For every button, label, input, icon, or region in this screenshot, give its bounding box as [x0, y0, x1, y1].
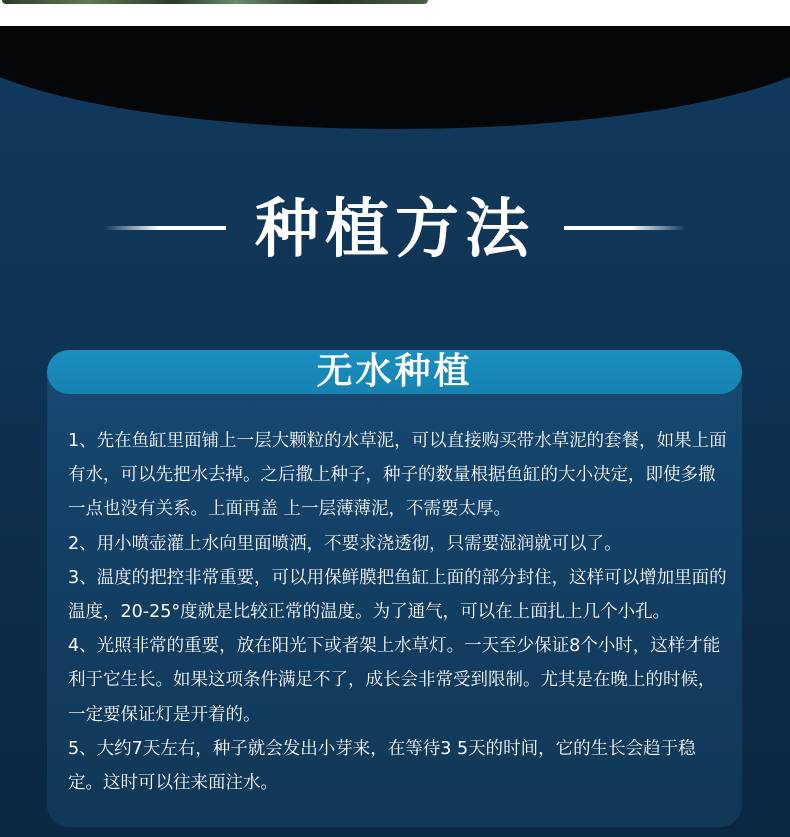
step-item: 5、大约7天左右，种子就会发出小芽来，在等待3 5天的时间，它的生长会趋于稳定。这时可以往来面注水。: [68, 738, 696, 794]
card-header: [47, 350, 742, 394]
step-item: 4、光照非常的重要，放在阳光下或者架上水草灯。一天至少保证8个小时，这样才能利于它生长。如果这项条件满足不了，成长会非常受到限制。尤其是在晚上的时候，一定要保证灯是开着的。: [68, 636, 721, 725]
method-card: [47, 350, 742, 827]
section-heading: [0, 190, 790, 270]
card-steps: [68, 424, 728, 800]
top-strip: [0, 0, 790, 26]
step-item: 1、先在鱼缸里面铺上一层大颗粒的水草泥，可以直接购买带水草泥的套餐，如果上面有水，可以先把水去掉。之后撒上种子，种子的数量根据鱼缸的大小决定，即使多撒一点也没有关系。上面再盖 上一层薄薄泥，不需要太厚。: [68, 431, 727, 520]
heading-right-line: [564, 226, 686, 230]
section-title: 种植方法: [255, 193, 535, 267]
card-title: 无水种植: [316, 351, 473, 392]
step-item: 3、温度的把控非常重要，可以用保鲜膜把鱼缸上面的部分封住，这样可以增加里面的温度，20-25°度就是比较正常的温度。为了通气，可以在上面扎上几个小孔。: [68, 567, 727, 623]
product-photo-edge: [2, 0, 428, 4]
decorative-arc: [0, 26, 790, 129]
step-item: 2、用小喷壶灌上水向里面喷洒，不要求浇透彻，只需要湿润就可以了。: [68, 533, 622, 554]
